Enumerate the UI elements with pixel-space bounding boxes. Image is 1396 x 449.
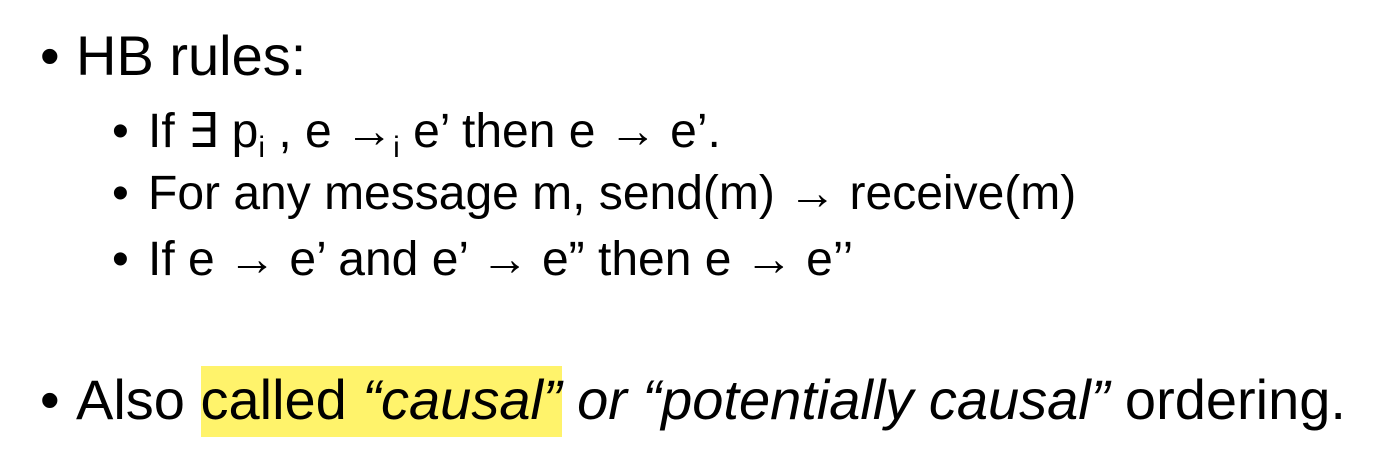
rule-1-part-b: , e → xyxy=(265,105,394,158)
rule-3 xyxy=(112,233,854,286)
also-post: ordering. xyxy=(1109,368,1346,431)
also-pre: Also xyxy=(76,368,201,431)
rule-2 xyxy=(112,167,1077,220)
rule-1-part-a: If ∃ p xyxy=(148,105,259,158)
highlight-italic: “causal” xyxy=(362,368,562,431)
rule-3-text: If e → e’ and e’ → e” then e → e’’ xyxy=(148,233,854,286)
bullet-dot: • xyxy=(112,167,129,220)
bullet-dot: • xyxy=(112,105,129,158)
rule-1-part-c: e’ then e → e’. xyxy=(399,105,721,158)
bullet-dot: • xyxy=(112,233,129,286)
rule-1-sub-i: i xyxy=(258,131,266,164)
bullet-dot: • xyxy=(40,368,60,431)
highlighted-phrase xyxy=(201,366,562,437)
rule-1 xyxy=(112,105,721,164)
bullet-dot: • xyxy=(40,24,60,87)
rule-2-text: For any message m, send(m) → receive(m) xyxy=(148,167,1077,220)
bullet-hb-rules xyxy=(40,24,307,87)
highlight-normal: called xyxy=(200,368,363,431)
bullet-also-called xyxy=(40,368,1346,431)
also-italic-mid: or “potentially causal” xyxy=(561,368,1110,431)
rule-1-sub-arrow-i: i xyxy=(393,131,400,164)
heading-text: HB rules: xyxy=(76,24,307,87)
